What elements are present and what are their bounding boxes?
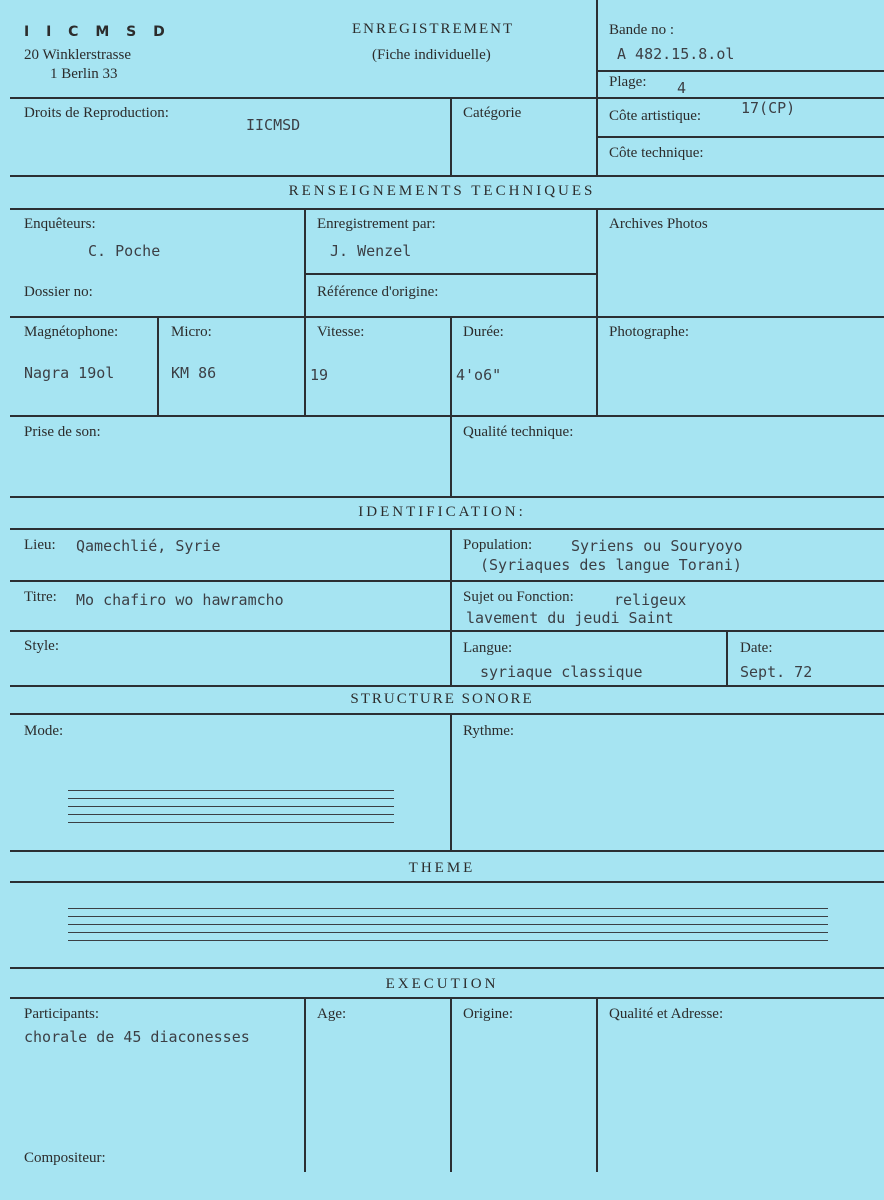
rule-vitesse-left (304, 316, 306, 416)
execution-section-title: EXECUTION (385, 976, 499, 992)
date-value: Sept. 72 (740, 663, 813, 681)
cote-artistique-label: Côte artistique: (609, 108, 702, 124)
plage-label: Plage: (609, 74, 647, 90)
droits-label: Droits de Reproduction: (24, 105, 169, 121)
sujet-value-line-1: religeux (614, 591, 687, 609)
rule-theme-bottom (10, 881, 884, 883)
age-label: Age: (317, 1006, 347, 1022)
rule-population-left (450, 528, 452, 686)
categorie-label: Catégorie (463, 105, 522, 121)
staff-line (68, 924, 828, 925)
rule-tech-bottom (10, 208, 884, 210)
titre-label: Titre: (24, 589, 57, 605)
rule-theme-top (10, 850, 884, 852)
rule-header-right (596, 0, 598, 176)
qualite-adresse-label: Qualité et Adresse: (609, 1006, 724, 1022)
staff-line (68, 798, 394, 799)
micro-label: Micro: (171, 324, 212, 340)
theme-section-title: THEME (408, 860, 476, 876)
compositeur-label: Compositeur: (24, 1150, 106, 1166)
staff-line (68, 940, 828, 941)
rule-reference-top (304, 273, 596, 275)
photographe-label: Photographe: (609, 324, 689, 340)
enregistrement-value: J. Wenzel (330, 242, 412, 260)
rule-rythme-left (450, 713, 452, 851)
rule-cote-divider (596, 136, 884, 138)
rule-categorie-left (450, 97, 452, 176)
form-subtitle: (Fiche individuelle) (372, 47, 491, 63)
vitesse-label: Vitesse: (317, 324, 365, 340)
rule-age-left (304, 997, 306, 1172)
rule-plage-top (596, 70, 884, 72)
rule-ident-bottom (10, 528, 884, 530)
rule-tech-top (10, 175, 884, 177)
date-label: Date: (740, 640, 773, 656)
lieu-value: Qamechlié, Syrie (76, 537, 221, 555)
rule-origine-left (450, 997, 452, 1172)
lieu-label: Lieu: (24, 537, 56, 553)
droits-value: IICMSD (246, 116, 301, 134)
form-title: ENREGISTREMENT (352, 21, 515, 37)
cote-artistique-value: 17(CP) (741, 99, 796, 117)
rule-enreg-left (304, 208, 306, 316)
staff-line (68, 790, 394, 791)
cote-technique-label: Côte technique: (609, 145, 704, 161)
bande-value: A 482.15.8.ol (617, 45, 735, 63)
staff-line (68, 932, 828, 933)
staff-line (68, 822, 394, 823)
rule-dossier-bottom (10, 316, 884, 318)
prise-de-son-label: Prise de son: (24, 424, 101, 440)
rule-execution-bottom (10, 997, 884, 999)
titre-value: Mo chafiro wo hawramcho (76, 591, 284, 609)
population-value-line-1: Syriens ou Souryoyo (571, 537, 743, 555)
rule-date-left (726, 630, 728, 686)
staff-line (68, 908, 828, 909)
duree-value: 4'o6" (456, 366, 502, 384)
magnetophone-value: Nagra 19ol (24, 364, 115, 382)
magnetophone-label: Magnétophone: (24, 324, 119, 340)
rule-micro-left (157, 316, 159, 416)
structure-section-title: STRUCTURE SONORE (350, 691, 534, 707)
rule-adresse-left (596, 997, 598, 1172)
org-name: I I C M S D (24, 24, 171, 40)
enqueteurs-value: C. Poche (88, 242, 161, 260)
rule-equipment-bottom (10, 415, 884, 417)
archives-photos-label: Archives Photos (609, 216, 708, 232)
bande-label: Bande no : (609, 22, 674, 38)
dossier-label: Dossier no: (24, 284, 93, 300)
sujet-label: Sujet ou Fonction: (463, 589, 574, 605)
rule-ident-top (10, 496, 884, 498)
rule-titre-bottom (10, 630, 884, 632)
style-label: Style: (24, 638, 60, 654)
sujet-value-line-2: lavement du jeudi Saint (466, 609, 674, 627)
origine-label: Origine: (463, 1006, 513, 1022)
participants-value: chorale de 45 diaconesses (24, 1028, 250, 1046)
duree-label: Durée: (463, 324, 504, 340)
rule-execution-top (10, 967, 884, 969)
staff-line (68, 814, 394, 815)
rule-structure-top (10, 685, 884, 687)
qualite-technique-label: Qualité technique: (463, 424, 574, 440)
staff-line (68, 916, 828, 917)
plage-value: 4 (677, 79, 687, 97)
reference-label: Référence d'origine: (317, 284, 439, 300)
tech-section-title: RENSEIGNEMENTS TECHNIQUES (288, 183, 596, 199)
address-line-2: 1 Berlin 33 (50, 66, 118, 82)
population-value-line-2: (Syriaques des langue Torani) (480, 556, 742, 574)
rule-archives-left (596, 208, 598, 416)
participants-label: Participants: (24, 1006, 99, 1022)
identification-section-title: IDENTIFICATION: (358, 504, 526, 520)
rule-duree-left (450, 316, 452, 416)
langue-label: Langue: (463, 640, 513, 656)
rule-qualite-left (450, 415, 452, 497)
rythme-label: Rythme: (463, 723, 515, 739)
enqueteurs-label: Enquêteurs: (24, 216, 96, 232)
micro-value: KM 86 (171, 364, 217, 382)
address-line-1: 20 Winklerstrasse (24, 47, 132, 63)
rule-lieu-bottom (10, 580, 884, 582)
rule-structure-bottom (10, 713, 884, 715)
mode-label: Mode: (24, 723, 64, 739)
vitesse-value: 19 (310, 366, 329, 384)
staff-line (68, 806, 394, 807)
population-label: Population: (463, 537, 533, 553)
enregistrement-label: Enregistrement par: (317, 216, 436, 232)
langue-value: syriaque classique (480, 663, 643, 681)
